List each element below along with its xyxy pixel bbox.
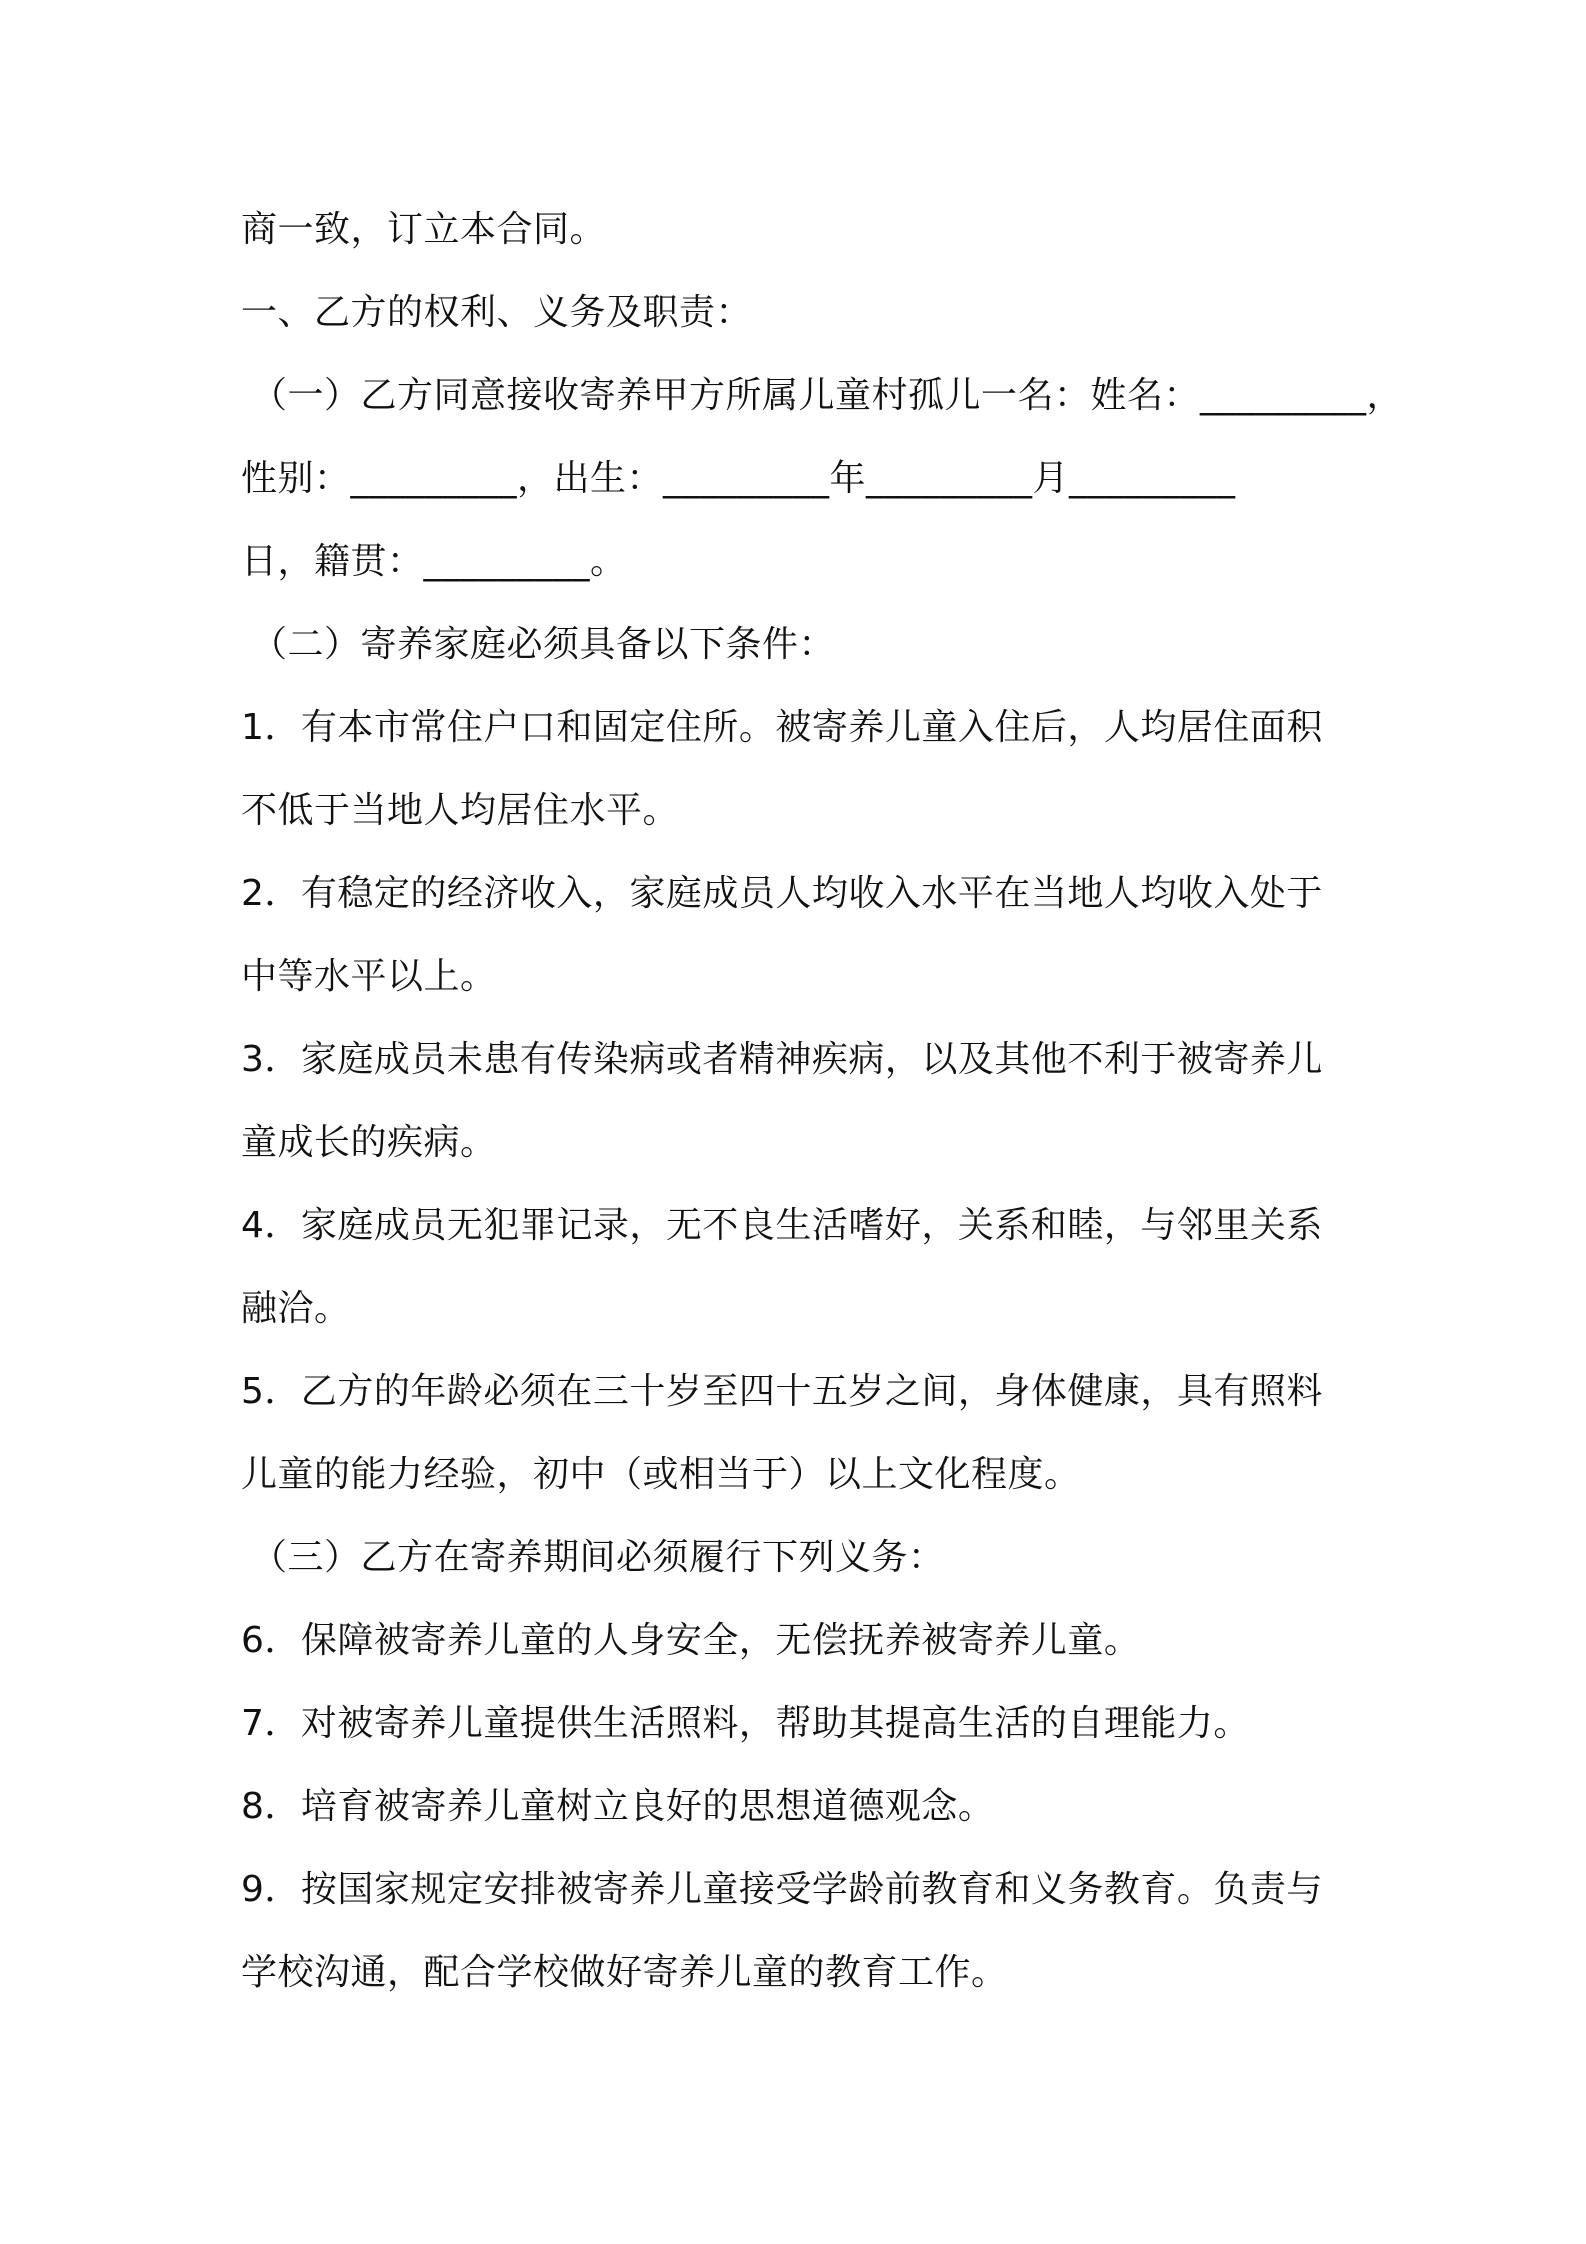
list-item: 5．乙方的年龄必须在三十岁至四十五岁之间，身体健康，具有照料 [241, 1371, 1323, 1412]
text-line: 融洽。 [241, 1288, 351, 1329]
list-item: 3．家庭成员未患有传染病或者精神疾病，以及其他不利于被寄养儿 [241, 1039, 1323, 1080]
subsection-heading: （一）乙方同意接收寄养甲方所属儿童村孤儿一名：姓名：_________， [251, 375, 1404, 416]
list-item: 6．保障被寄养儿童的人身安全，无偿抚养被寄养儿童。 [241, 1620, 1141, 1661]
text-line: 学校沟通，配合学校做好寄养儿童的教育工作。 [241, 1952, 1008, 1993]
text-line: 不低于当地人均居住水平。 [241, 790, 680, 831]
list-item: 1．有本市常住户口和固定住所。被寄养儿童入住后，人均居住面积 [241, 707, 1323, 748]
text-line: 中等水平以上。 [241, 956, 497, 997]
list-item: 9．按国家规定安排被寄养儿童接受学龄前教育和义务教育。负责与 [241, 1869, 1323, 1910]
list-item: 7．对被寄养儿童提供生活照料，帮助其提高生活的自理能力。 [241, 1703, 1250, 1744]
section-heading: 一、乙方的权利、义务及职责： [241, 292, 753, 333]
subsection-heading: （三）乙方在寄养期间必须履行下列义务： [251, 1537, 945, 1578]
text-line: 日，籍贯：_________。 [241, 541, 627, 582]
text-line: 童成长的疾病。 [241, 1122, 497, 1163]
list-item: 8．培育被寄养儿童树立良好的思想道德观念。 [241, 1786, 995, 1827]
text-line: 儿童的能力经验，初中（或相当于）以上文化程度。 [241, 1454, 1081, 1495]
list-item: 4．家庭成员无犯罪记录，无不良生活嗜好，关系和睦，与邻里关系 [241, 1205, 1323, 1246]
list-item: 2．有稳定的经济收入，家庭成员人均收入水平在当地人均收入处于 [241, 873, 1323, 914]
subsection-heading: （二）寄养家庭必须具备以下条件： [251, 624, 836, 665]
text-line: 商一致，订立本合同。 [241, 209, 607, 250]
text-line: 性别：_________，出生：_________年_________月_________ [241, 458, 1236, 499]
